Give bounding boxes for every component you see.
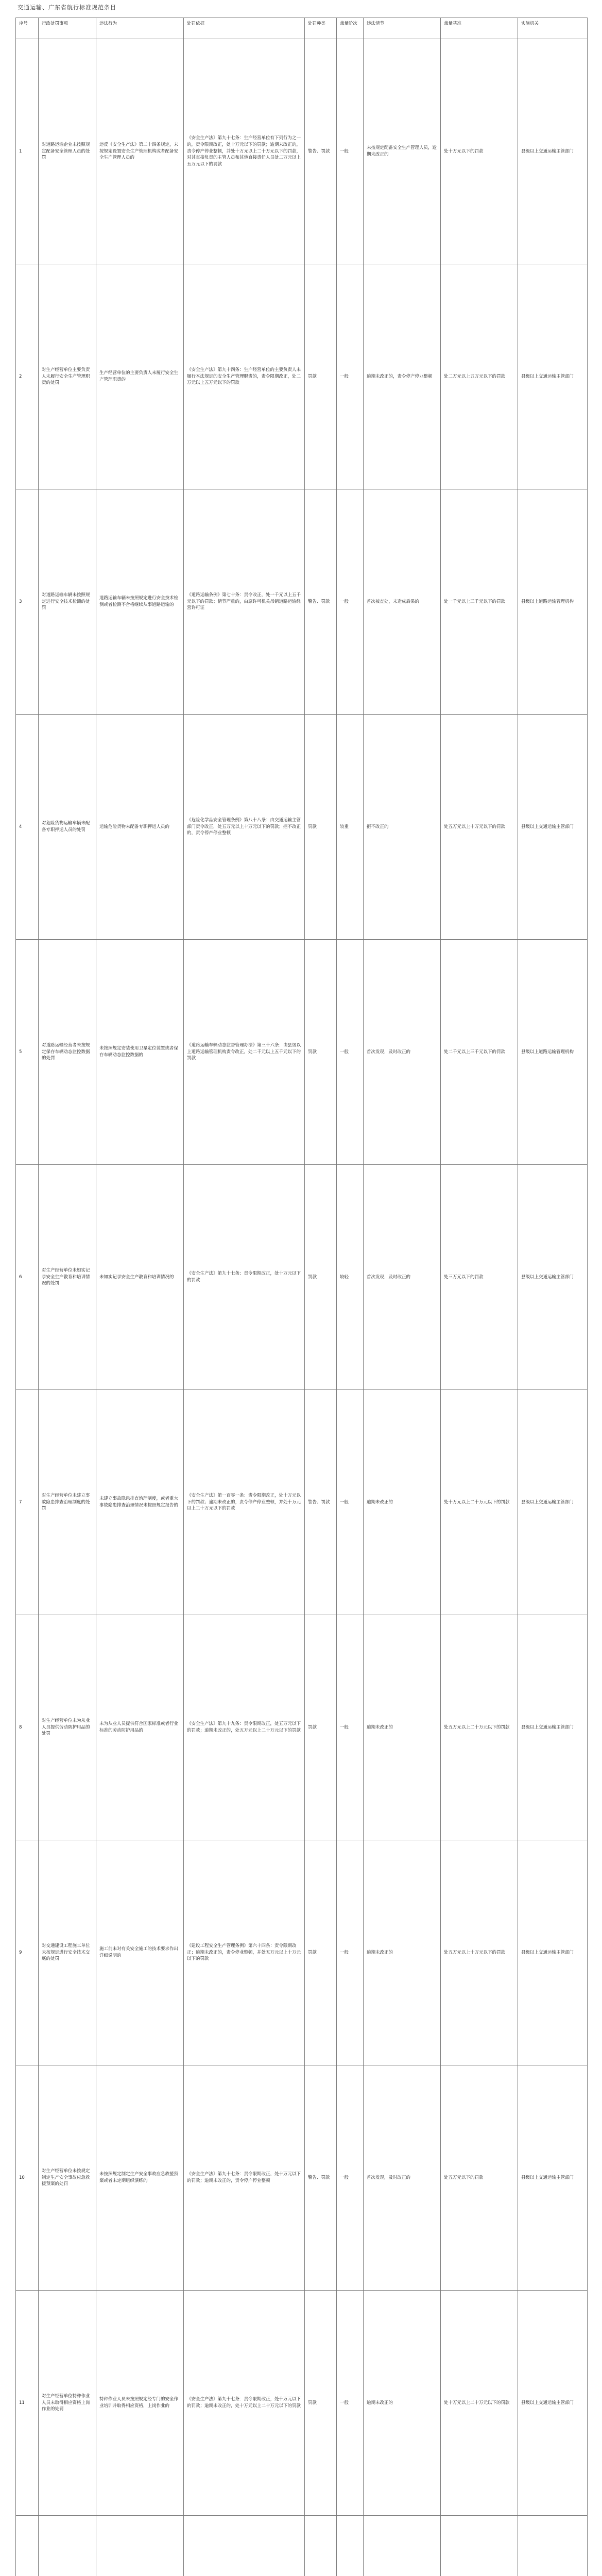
row-standard: 处十万元以下的罚款 (441, 39, 518, 264)
row-org: 县级以上交通运输主管部门 (518, 264, 588, 489)
row-item (39, 2516, 96, 2576)
row-basis: 《建设工程安全生产管理条例》第六十四条：责令限期改正；逾期未改正的，责令停业整顿，并处五万元以上十万元以下的罚款 (184, 1840, 305, 2065)
row-level: 一般 (337, 489, 364, 715)
row-type: 罚款 (305, 1840, 337, 2065)
row-number: 8 (16, 1615, 39, 1840)
row-act: 未建立事故隐患排查治理制度，或者重大事故隐患排查治理情况未按照规定报告的 (96, 1390, 184, 1615)
row-act: 生产经营单位的主要负责人未履行安全生产管理职责的 (96, 264, 184, 489)
row-act: 未如实记录安全生产教育和培训情况的 (96, 1165, 184, 1390)
row-plot: 逾期未改正的 (364, 1390, 441, 1615)
row-org: 县级以上交通运输主管部门 (518, 39, 588, 264)
row-org: 县级以上交通运输主管部门 (518, 1840, 588, 2065)
row-level: 一般 (337, 264, 364, 489)
row-level: 一般 (337, 940, 364, 1165)
table-header-row (16, 18, 588, 39)
document-title: 交通运输、广东省航行标准规范条目 (18, 4, 116, 11)
table-row (16, 715, 588, 940)
header-item: 行政处罚事项 (39, 18, 96, 39)
row-basis: 《安全生产法》第九十七条：生产经营单位有下列行为之一的，责令限期改正，处十万元以下的罚款；逾期未改正的，责令停产停业整顿，并处十万元以上二十万元以下的罚款，对其直接负责的主管人员和其他直接责任人员处二万元以上五万元以下的罚款 (184, 39, 305, 264)
row-basis: 《道路运输条例》第七十条：责令改正，处一千元以上五千元以下的罚款；情节严重的，由原许可机关吊销道路运输经营许可证 (184, 489, 305, 715)
row-standard: 处五万元以上十万元以下的罚款 (441, 715, 518, 940)
row-plot: 逾期未改正的，责令停产停业整顿 (364, 264, 441, 489)
row-type: 罚款 (305, 1615, 337, 1840)
row-org: 县级以上交通运输主管部门 (518, 2291, 588, 2516)
row-level: 一般 (337, 1390, 364, 1615)
row-basis: 《安全生产法》第一百零一条：责令限期改正，处十万元以下的罚款；逾期未改正的，责令停产停业整顿，并处十万元以上二十万元以下的罚款 (184, 1390, 305, 1615)
row-plot (364, 2516, 441, 2576)
row-type: 罚款 (305, 940, 337, 1165)
table-row (16, 940, 588, 1165)
row-type: 警告、罚款 (305, 489, 337, 715)
row-act: 违反《安全生产法》第二十四条规定，未按规定设置安全生产管理机构或者配备安全生产管理人员的 (96, 39, 184, 264)
row-item: 对生产经营单位未建立事故隐患排查治理制度的处罚 (39, 1390, 96, 1615)
row-type (305, 2516, 337, 2576)
table-row (16, 1615, 588, 1840)
row-plot: 拒不改正的 (364, 715, 441, 940)
row-level: 一般 (337, 2065, 364, 2291)
table-row (16, 2065, 588, 2291)
row-item: 对交通建设工程施工单位未按规定进行安全技术交底的处罚 (39, 1840, 96, 2065)
row-basis: 《安全生产法》第九十九条：责令限期改正，处五万元以下的罚款；逾期未改正的，处五万元以上二十万元以下的罚款 (184, 1615, 305, 1840)
row-org: 县级以上交通运输主管部门 (518, 1390, 588, 1615)
row-org: 县级以上道路运输管理机构 (518, 940, 588, 1165)
row-act: 施工前未对有关安全施工的技术要求作出详细说明的 (96, 1840, 184, 2065)
header-no: 序号 (16, 18, 39, 39)
header-basis: 处罚依据 (184, 18, 305, 39)
row-standard: 处十万元以上二十万元以下的罚款 (441, 1390, 518, 1615)
row-item: 对生产经营单位未按规定制定生产安全事故应急救援预案的处罚 (39, 2065, 96, 2291)
row-org: 县级以上交通运输主管部门 (518, 1165, 588, 1390)
row-standard: 处一千元以上三千元以下的罚款 (441, 489, 518, 715)
row-org: 县级以上交通运输主管部门 (518, 715, 588, 940)
table-row (16, 489, 588, 715)
row-standard: 处二万元以上五万元以下的罚款 (441, 264, 518, 489)
row-basis: 《危险化学品安全管理条例》第八十八条：由交通运输主管部门责令改正，处五万元以上十万元以下的罚款；拒不改正的，责令停产停业整顿 (184, 715, 305, 940)
row-number: 6 (16, 1165, 39, 1390)
row-number (16, 2516, 39, 2576)
row-type: 警告、罚款 (305, 39, 337, 264)
header-org: 实施机关 (518, 18, 588, 39)
row-plot: 逾期未改正的 (364, 1615, 441, 1840)
row-org (518, 2516, 588, 2576)
row-plot: 未按规定配备安全生产管理人员，逾期未改正的 (364, 39, 441, 264)
row-act: 运输危险货物未配备专职押运人员的 (96, 715, 184, 940)
row-number: 9 (16, 1840, 39, 2065)
row-item: 对道路运输经营者未按规定保存车辆动态监控数据的处罚 (39, 940, 96, 1165)
row-number: 5 (16, 940, 39, 1165)
header-level: 裁量阶次 (337, 18, 364, 39)
row-standard (441, 2516, 518, 2576)
row-type: 警告、罚款 (305, 2065, 337, 2291)
row-item: 对道路运输企业未按照规定配备安全管理人员的处罚 (39, 39, 96, 264)
row-standard: 处十万元以上二十万元以下的罚款 (441, 2291, 518, 2516)
row-level: 较轻 (337, 1165, 364, 1390)
row-item: 对危险货物运输车辆未配备专职押运人员的处罚 (39, 715, 96, 940)
row-standard: 处五万元以上十万元以下的罚款 (441, 1840, 518, 2065)
header-type: 处罚种类 (305, 18, 337, 39)
row-act: 道路运输车辆未按照规定进行安全技术检测或者检测不合格继续从事道路运输的 (96, 489, 184, 715)
row-plot: 首次发现，及时改正的 (364, 2065, 441, 2291)
row-item: 对生产经营单位主要负责人未履行安全生产管理职责的处罚 (39, 264, 96, 489)
row-number: 1 (16, 39, 39, 264)
row-act: 未为从业人员提供符合国家标准或者行业标准的劳动防护用品的 (96, 1615, 184, 1840)
row-basis: 《道路运输车辆动态监督管理办法》第三十六条：由县级以上道路运输管理机构责令改正，处二千元以上五千元以下的罚款 (184, 940, 305, 1165)
row-org: 县级以上交通运输主管部门 (518, 1615, 588, 1840)
row-act: 特种作业人员未按照规定经专门的安全作业培训并取得相应资格，上岗作业的 (96, 2291, 184, 2516)
row-number: 2 (16, 264, 39, 489)
row-plot: 首次发现，及时改正的 (364, 1165, 441, 1390)
row-item: 对道路运输车辆未按照规定进行安全技术检测的处罚 (39, 489, 96, 715)
header-plot: 违法情节 (364, 18, 441, 39)
row-basis: 《安全生产法》第九十七条：责令限期改正，处十万元以下的罚款 (184, 1165, 305, 1390)
row-number: 11 (16, 2291, 39, 2516)
row-act (96, 2516, 184, 2576)
row-level: 较重 (337, 715, 364, 940)
row-number: 10 (16, 2065, 39, 2291)
table-row (16, 2291, 588, 2516)
row-type: 罚款 (305, 1165, 337, 1390)
table-row (16, 1390, 588, 1615)
row-standard: 处五万元以下的罚款 (441, 2065, 518, 2291)
row-basis: 《安全生产法》第九十七条：责令限期改正，处十万元以下的罚款；逾期未改正的，处十万元以上二十万元以下的罚款 (184, 2291, 305, 2516)
table-row (16, 2516, 588, 2576)
row-act: 未按照规定安装使用卫星定位装置或者保存车辆动态监控数据的 (96, 940, 184, 1165)
row-standard: 处三万元以下的罚款 (441, 1165, 518, 1390)
table-row (16, 39, 588, 264)
table-body (16, 39, 588, 2576)
header-standard: 裁量基准 (441, 18, 518, 39)
penalty-standards-table (15, 18, 588, 2576)
row-item: 对生产经营单位未为从业人员提供劳动防护用品的处罚 (39, 1615, 96, 1840)
row-basis: 《安全生产法》第九十七条：责令限期改正，处十万元以下的罚款；逾期未改正的，责令停产停业整顿 (184, 2065, 305, 2291)
header-act: 违法行为 (96, 18, 184, 39)
row-act: 未按照规定制定生产安全事故应急救援预案或者未定期组织演练的 (96, 2065, 184, 2291)
row-level (337, 2516, 364, 2576)
row-level: 一般 (337, 39, 364, 264)
row-type: 警告、罚款 (305, 1390, 337, 1615)
row-type: 罚款 (305, 264, 337, 489)
row-standard: 处五万元以上二十万元以下的罚款 (441, 1615, 518, 1840)
row-plot: 首次发现，及时改正的 (364, 940, 441, 1165)
row-plot: 逾期未改正的 (364, 1840, 441, 2065)
row-level: 一般 (337, 2291, 364, 2516)
table-row (16, 1840, 588, 2065)
row-basis (184, 2516, 305, 2576)
row-item: 对生产经营单位未如实记录安全生产教育和培训情况的处罚 (39, 1165, 96, 1390)
table-row (16, 264, 588, 489)
row-standard: 处二千元以上三千元以下的罚款 (441, 940, 518, 1165)
row-plot: 首次被查处，未造成后果的 (364, 489, 441, 715)
row-basis: 《安全生产法》第九十四条：生产经营单位的主要负责人未履行本法规定的安全生产管理职责的，责令限期改正，处二万元以上五万元以下的罚款 (184, 264, 305, 489)
row-org: 县级以上道路运输管理机构 (518, 489, 588, 715)
row-type: 罚款 (305, 2291, 337, 2516)
row-level: 一般 (337, 1615, 364, 1840)
row-number: 4 (16, 715, 39, 940)
row-item: 对生产经营单位特种作业人员未取得相应资格上岗作业的处罚 (39, 2291, 96, 2516)
row-org: 县级以上交通运输主管部门 (518, 2065, 588, 2291)
row-plot: 逾期未改正的 (364, 2291, 441, 2516)
row-level: 一般 (337, 1840, 364, 2065)
row-number: 7 (16, 1390, 39, 1615)
row-number: 3 (16, 489, 39, 715)
row-type: 罚款 (305, 715, 337, 940)
table-row (16, 1165, 588, 1390)
